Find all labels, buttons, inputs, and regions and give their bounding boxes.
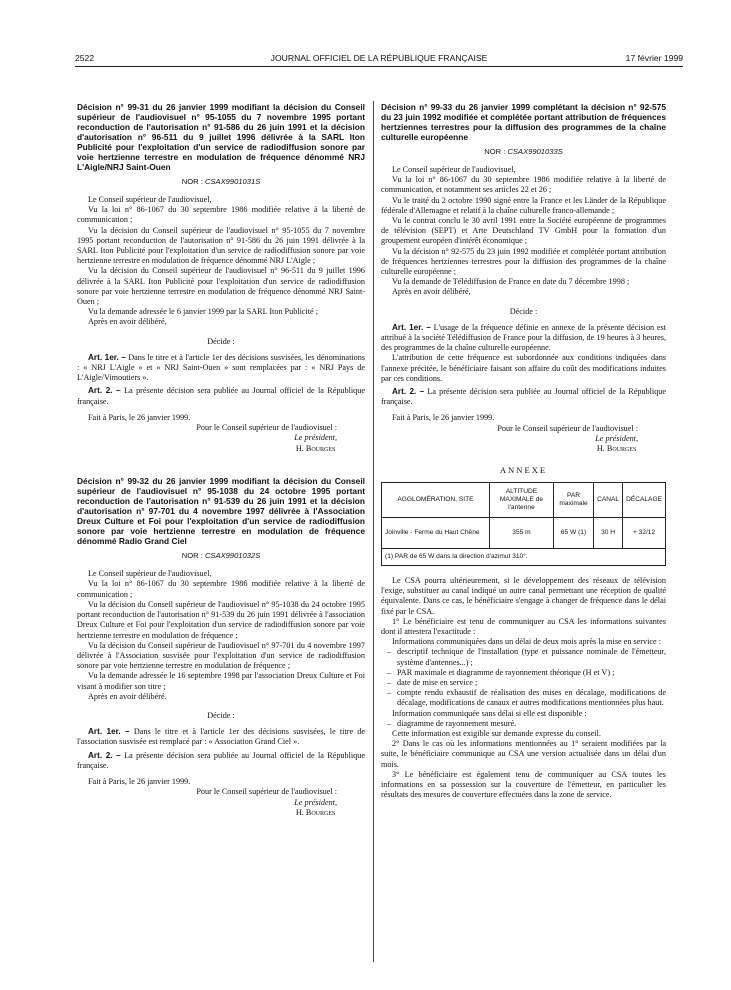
table-row: [382, 517, 666, 548]
paragraph: 2° Dans le cas où les informations mentionnées au 1° seraient modifiées par la suite, le bénéficiaire communique au CSA une version actualisée dans un délai d'un mois.: [381, 739, 666, 769]
paragraph: Le Conseil supérieur de l'audiovisuel,: [88, 195, 212, 204]
place-date: Fait à Paris, le 26 janvier 1999.: [88, 776, 191, 786]
decide-heading: Décide :: [207, 710, 235, 720]
column-header: ALTITUDE MAXIMALE de l'antenne: [489, 482, 553, 517]
signature-block: Pour le Conseil supérieur de l'audiovisuel : Le président, H. Bourges: [196, 787, 337, 817]
paragraph: Vu la demande de Télédiffusion de France en date du 7 décembre 1998 ;: [392, 277, 630, 287]
place-date: Fait à Paris, le 26 janvier 1999.: [88, 412, 191, 422]
paragraph: Cette information est exigible sur demande expresse du conseil.: [392, 728, 601, 738]
annexe-heading: ANNEXE: [499, 464, 548, 475]
decision-title: Décision n° 99-31 du 26 janvier 1999 modifiant la décision du Conseil supérieur de l'audiovisuel n° 95-1055 du 7 novembre 1995 portant reconduction de l'autorisation n° 91-586 du 26 juin 1991 et la décision d'autorisation n° 96-511 du 9 juillet 1996 délivrée à la SARL Iton Publicité pour l'exploitation d'un service de radiodiffusion sonore par voie hertzienne terrestre en modulation de fréquence dénommé NRJ L'Aigle/NRJ Saint-Ouen: [77, 102, 365, 172]
paragraph: Le Conseil supérieur de l'audiovisuel,: [392, 165, 516, 174]
paragraph: Après en avoir délibéré,: [88, 317, 167, 327]
issue-date: 17 février 1999: [625, 53, 683, 63]
paragraph: Information communiquée sans délai si elle est disponible :: [392, 708, 587, 718]
list-item: – compte rendu exhaustif de réalisation des mises en décalage, modifications de décalage, modifications de canaux et autres modifications mentionnées plus haut.: [391, 688, 666, 708]
decide-heading: Décide :: [509, 306, 538, 316]
article-1: Art. 1er. – Dans le titre et à l'article 1er des décisions susvisées, le titre de l'association susvisée est remplacé par : « Association Grand Ciel ».: [77, 727, 366, 747]
article-2: Art. 2. – La présente décision sera publiée au Journal officiel de la République française.: [77, 750, 365, 770]
table-cell: 355 m: [489, 517, 553, 548]
list-item: – PAR maximale et diagramme de rayonnement théorique (H et V) ;: [391, 668, 666, 678]
signature-block: Pour le Conseil supérieur de l'audiovisuel : Le président, H. Bourges: [196, 423, 337, 453]
table-footnote: (1) PAR de 65 W dans la direction d'azimut 310°.: [382, 548, 666, 565]
paragraph: Vu le contrat conclu le 30 avril 1991 entre la Société européenne de programmes de télévision (SEPT) et Arte Deutschland TV GmbH pour la formation d'un groupement européen d'intérêt économique ;: [381, 216, 666, 246]
nor-reference: NOR : CSAX9901031S: [181, 177, 261, 186]
article-2: Art. 2. – La présente décision sera publiée au Journal officiel de la République française.: [381, 387, 667, 407]
decision-title: Décision n° 99-33 du 26 janvier 1999 complétant la décision n° 92-575 du 23 juin 1992 modifiée et complétée portant attribution de fréquences hertziennes terrestres pour la diffusion des programmes de la chaîne culturelle européenne: [381, 102, 666, 142]
page-header: [75, 53, 683, 67]
column-header: AGGLOMÉRATION, SITE: [382, 482, 490, 517]
paragraph: Vu la décision du Conseil supérieur de l'audiovisuel n° 95-1038 du 24 octobre 1995 portant reconduction de l'autorisation n° 91-539 du 26 juin 1991 délivrée à l'association Dreux Culture et Foi pour l'exploitation d'un service de radiodiffusion sonore par voie hertzienne terrestre en modulation de fréquence ;: [77, 599, 365, 640]
decision-99-33: [381, 102, 666, 455]
paragraph: 3° Le bénéficiaire est également tenu de communiquer au CSA toutes les informations en sa possession sur la couverture de l'émetteur, en particulier les résultats des mesures de couverture effectuées dans la zone de service.: [381, 769, 666, 800]
decision-99-31: [77, 102, 365, 454]
place-date: Fait à Paris, le 26 janvier 1999.: [392, 413, 495, 423]
table-footnote-row: [382, 548, 666, 565]
column-header: DÉCALAGE: [623, 482, 666, 517]
column-header: PAR maximale: [554, 482, 594, 517]
article-1: Art. 1er. – L'usage de la fréquence définie en annexe de la présente décision est attribué à la société Télédiffusion de France pour la diffusion, de 19 heures à 3 heures, des programmes de la chaîne culturelle européenne.: [381, 322, 667, 353]
right-column: [381, 102, 666, 800]
paragraph: Vu la loi n° 86-1067 du 30 septembre 1986 modifiée relative à la liberté de communication ;: [77, 579, 365, 599]
paragraph: 1° Le bénéficiaire est tenu de communiquer au CSA les informations suivantes dont il attestera l'exactitude :: [381, 616, 666, 636]
article-2: Art. 2. – La présente décision sera publiée au Journal officiel de la République française.: [77, 386, 365, 406]
paragraph: Après en avoir délibéré.: [88, 691, 167, 701]
paragraph: Vu la décision du Conseil supérieur de l'audiovisuel n° 97-701 du 4 novembre 1997 délivrée à l'Association susvisée pour l'exploitation d'un service de radiodiffusion sonore par voie hertzienne terrestre en modulation de fréquence ;: [77, 640, 365, 671]
table-header-row: [382, 482, 666, 517]
list-item: – descriptif technique de l'installation (type et puissance nominale de l'émetteur, système d'antennes...) ;: [391, 647, 666, 667]
left-column: [77, 102, 365, 818]
paragraph: Le Conseil supérieur de l'audiovisuel,: [88, 569, 212, 579]
decision-99-32: [77, 476, 365, 818]
paragraph: Vu la loi n° 86-1067 du 30 septembre 1986 modifiée relative à la liberté de communication, et notamment ses articles 22 et 26 ;: [381, 175, 666, 195]
paragraph: Informations communiquées dans un délai de deux mois après la mise en service :: [392, 637, 661, 647]
paragraph: Vu la décision n° 92-575 du 23 juin 1992 modifiée et complétée portant attribution de fréquences hertziennes terrestres pour la diffusion des programmes de la chaîne culturelle européenne ;: [381, 246, 666, 277]
list-item: – diagramme de rayonnement mesuré.: [391, 719, 666, 729]
frequency-table: [381, 482, 666, 566]
nor-reference: NOR : CSAX9901033S: [484, 147, 563, 156]
table-cell: 30 H: [594, 517, 623, 548]
info-list: [381, 719, 666, 729]
paragraph: Vu le traité du 2 octobre 1990 signé entre la France et les Länder de la République fédérale d'Allemagne et relatif à la chaîne culturelle franco-allemande ;: [381, 195, 666, 215]
info-list: [381, 647, 666, 708]
decide-heading: Décide :: [207, 336, 235, 346]
list-item: – date de mise en service ;: [391, 678, 666, 688]
decision-title: Décision n° 99-32 du 26 janvier 1999 modifiant la décision du Conseil supérieur de l'audiovisuel n° 95-1038 du 24 octobre 1995 portant reconduction de l'autorisation n° 91-539 du 26 juin 1991 et la décision d'autorisation n° 97-701 du 4 novembre 1997 délivrée à l'Association Dreux Culture et Foi pour l'exploitation d'un service de radiodiffusion sonore par voie hertzienne terrestre en modulation de fréquence dénommé Radio Grand Ciel: [77, 476, 365, 547]
paragraph: Vu la décision du Conseil supérieur de l'audiovisuel n° 96-511 du 9 juillet 1996 délivrée à la SARL Iton Publicité pour l'exploitation d'un service de radiodiffusion sonore par voie hertzienne terrestre en modulation de fréquence dénommé NRJ Saint-Ouen ;: [77, 266, 365, 307]
page-number: 2522: [75, 53, 95, 63]
paragraph: Vu la demande adressée le 6 janvier 1999 par la SARL Iton Publicité ;: [88, 307, 318, 317]
column-divider: [373, 101, 374, 962]
table-cell: + 32/12: [623, 517, 666, 548]
paragraph: L'attribution de cette fréquence est subordonnée aux conditions indiquées dans l'annexe précitée, le bénéficiaire faisant son affaire du coût des modifications induites par ces conditions.: [381, 353, 666, 383]
article-1: Art. 1er. – Dans le titre et à l'article 1er des décisions susvisées, les dénominations : « NRJ L'Aigle » et « NRJ Saint-Ouen » sont remplacées par : « NRJ Pays de L'Aigle/Vimoutiers ».: [77, 352, 365, 383]
table-cell: Joinville - Ferme du Haut Chêne: [382, 517, 490, 548]
paragraph: Après en avoir délibéré,: [392, 287, 471, 297]
paragraph: Vu la loi n° 86-1067 du 30 septembre 1986 modifiée relative à la liberté de communication ;: [77, 205, 365, 225]
header-rule: [75, 66, 683, 67]
paragraph: Le CSA pourra ultérieurement, si le développement des réseaux de télévision l'exige, substituer au canal indiqué un autre canal permettant une réception de qualité équivalente. Dans ce cas, le bénéficiaire s'engage à changer de fréquence dans le délai fixé par le CSA.: [381, 575, 666, 616]
nor-reference: NOR : CSAX9901032S: [181, 551, 261, 561]
table-cell: 65 W (1): [554, 517, 594, 548]
column-header: CANAL: [594, 482, 623, 517]
paragraph: Vu la décision du Conseil supérieur de l'audiovisuel n° 95-1055 du 7 novembre 1995 portant reconduction de l'autorisation n° 91-586 du 26 juin 1991 délivrée à la SARL Iton Publicité pour l'exploitation d'un service de radiodiffusion sonore par voie hertzienne terrestre en modulation de fréquence dénommé NRJ L'Aigle ;: [77, 225, 365, 266]
paragraph: Vu la demande adressée le 16 septembre 1998 par l'association Dreux Culture et Foi visant à modifier son titre ;: [77, 671, 365, 691]
journal-title: JOURNAL OFFICIEL DE LA RÉPUBLIQUE FRANÇAISE: [270, 53, 488, 63]
signature-block: Pour le Conseil supérieur de l'audiovisuel : Le président, H. Bourges: [497, 423, 638, 454]
